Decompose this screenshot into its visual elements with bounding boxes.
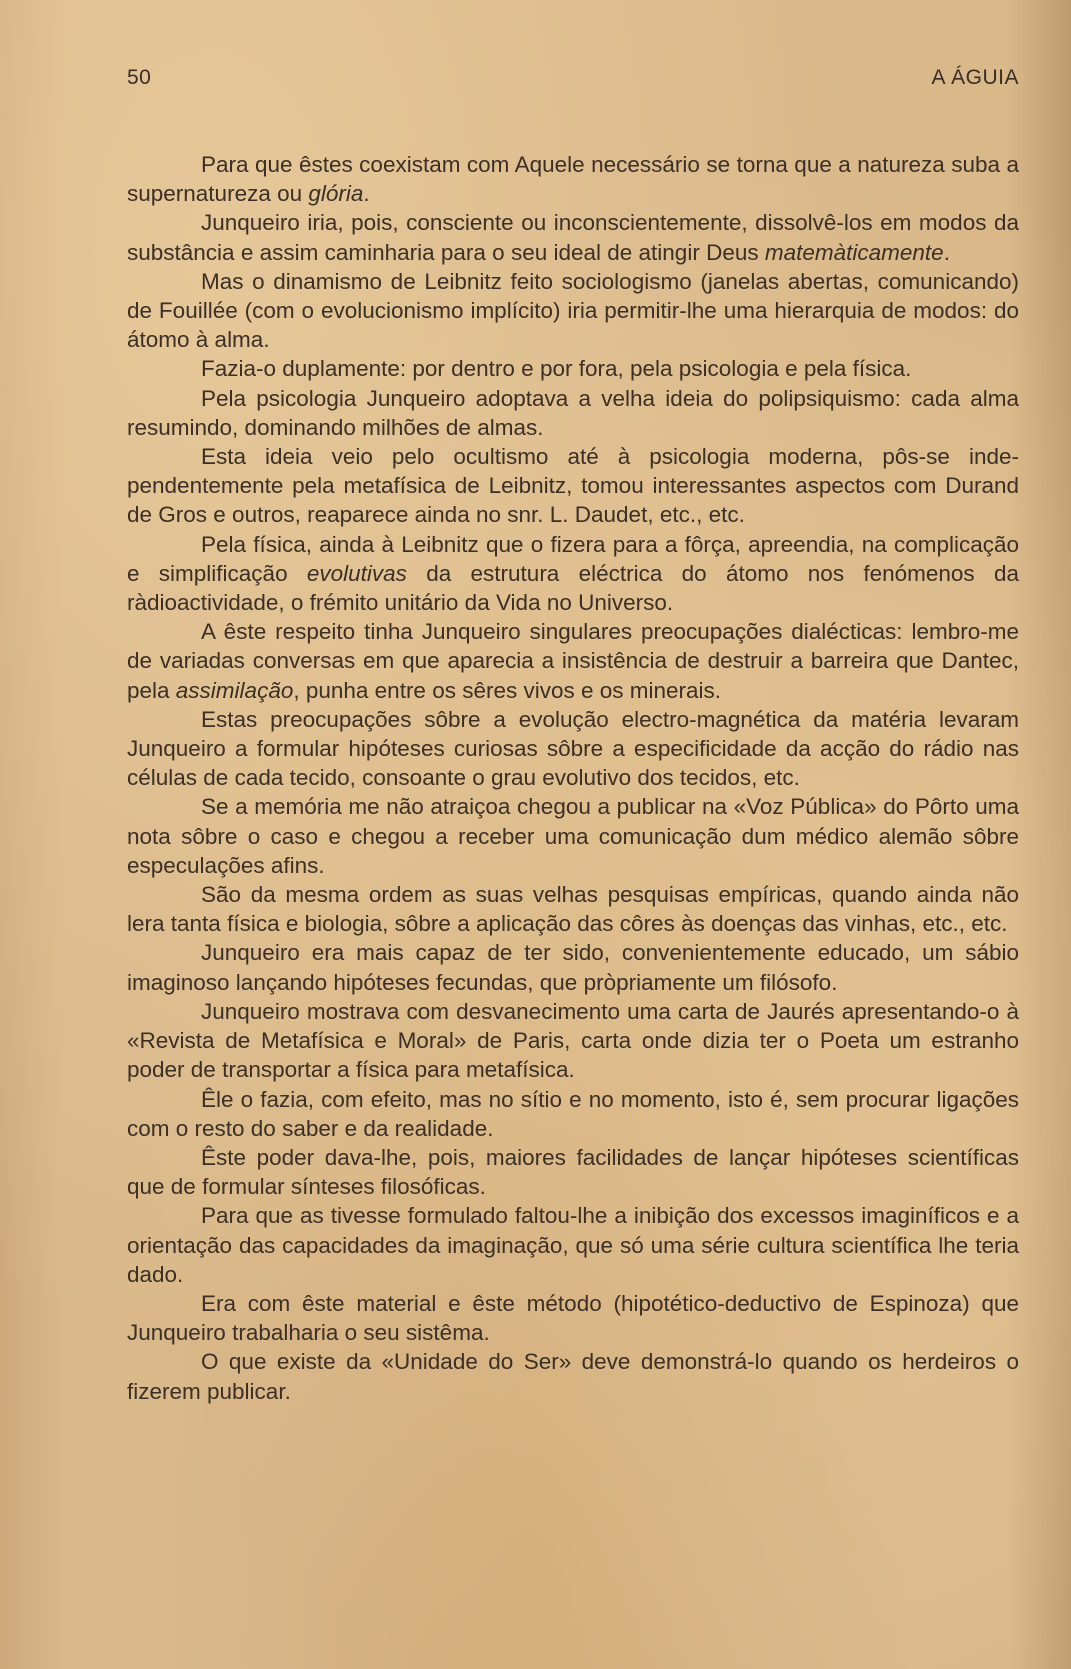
paragraph: Para que êstes coexistam com Aquele necessário se torna que a natureza suba a supernatureza ou glória. bbox=[127, 152, 1019, 207]
paragraph: Estas preocupações sôbre a evolução electro-magnética da matéria levaram Junqueiro a formular hipóteses curiosas sôbre a especificidade da acção do rádio nas células de cada tecido, consoante o grau evolutivo dos tecidos, etc. bbox=[127, 706, 1019, 791]
running-head bbox=[127, 66, 1019, 96]
paragraph: Êle o fazia, com efeito, mas no sítio e no momento, isto é, sem procurar ligações com o resto do saber e da realidade. bbox=[127, 1086, 1019, 1141]
paragraph: Pela física, ainda à Leibnitz que o fizera para a fôrça, apreendia, na complicação e simplificação evolutivas da estrutura eléctrica do átomo nos fenómenos da ràdioactividade, o frémito unitário da Vida no Universo. bbox=[127, 531, 1019, 616]
paragraph: Se a memória me não atraiçoa chegou a publicar na «Voz Pública» do Pôrto uma nota sôbre o caso e chegou a receber uma comunicação dum médico alemão sôbre especulações afins. bbox=[127, 794, 1019, 878]
paragraph: São da mesma ordem as suas velhas pesquisas empíricas, quando ainda não lera tanta física e biologia, sôbre a aplicação das côres às doenças das vinhas, etc., etc. bbox=[127, 882, 1019, 937]
italic-term: evolutivas bbox=[306, 560, 407, 586]
paragraph: Fazia-o duplamente: por dentro e por fora, pela psicologia e pela física. bbox=[201, 356, 912, 382]
italic-term: assimilação bbox=[175, 677, 294, 703]
paragraph: Êste poder dava-lhe, pois, maiores facilidades de lançar hipóteses scientíficas que de formular sínteses filosóficas. bbox=[127, 1144, 1019, 1200]
paragraph: Mas o dinamismo de Leibnitz feito sociologismo (janelas abertas, comunicando) de Fouillée (com o evolucionismo implícito) iria permitir-lhe uma hierarquia de modos: do átomo à alma. bbox=[127, 268, 1019, 353]
paragraph: Pela psicologia Junqueiro adoptava a velha ideia do polipsiquismo: cada alma resumindo, dominando milhões de almas. bbox=[127, 385, 1019, 440]
paragraph: Esta ideia veio pelo ocultismo até à psicologia moderna, pôs-se independentemente pela metafísica de Leibnitz, tomou interessantes aspectos com Durand de Gros e outros, reaparece ainda no snr. L. Daudet, etc., etc. bbox=[127, 444, 1019, 528]
paragraph: A êste respeito tinha Junqueiro singulares preocupações dialécticas: lembro-me de variadas conversas em que aparecia a insistência de destruir a barreira que Dantec, pela assimilação, punha entre os sêres vivos e os minerais. bbox=[127, 619, 1019, 703]
paragraph: Para que as tivesse formulado faltou-lhe a inibição dos excessos imaginíficos e a orientação das capacidades da imaginação, que só uma série cultura scientífica lhe teria dado. bbox=[127, 1203, 1019, 1287]
italic-term: glória bbox=[308, 181, 364, 207]
paragraph: Junqueiro iria, pois, consciente ou inconscientemente, dissolvê-los em modos da substância e assim caminharia para o seu ideal de atingir Deus matemàticamente. bbox=[127, 210, 1019, 265]
body-text bbox=[127, 150, 1019, 1406]
italic-term: matemàticamente bbox=[764, 239, 944, 265]
journal-title: A ÁGUIA bbox=[931, 66, 1019, 89]
paragraph: Era com êste material e êste método (hipotético-deductivo de Espinoza) que Junqueiro trabalharia o seu sistêma. bbox=[127, 1290, 1019, 1346]
paragraph: Junqueiro era mais capaz de ter sido, convenientemente educado, um sábio imaginoso lançando hipóteses fecundas, que pròpriamente um filósofo. bbox=[127, 940, 1019, 995]
paragraph: Junqueiro mostrava com desvanecimento uma carta de Jaurés apresentando-o à «Revista de Metafísica e Moral» de Paris, carta onde dizia ter o Poeta um estranho poder de transportar a física para metafísica. bbox=[127, 998, 1019, 1083]
page-number: 50 bbox=[127, 66, 152, 89]
paragraph: O que existe da «Unidade do Ser» deve demonstrá-lo quando os herdeiros o fizerem publicar. bbox=[127, 1349, 1019, 1404]
